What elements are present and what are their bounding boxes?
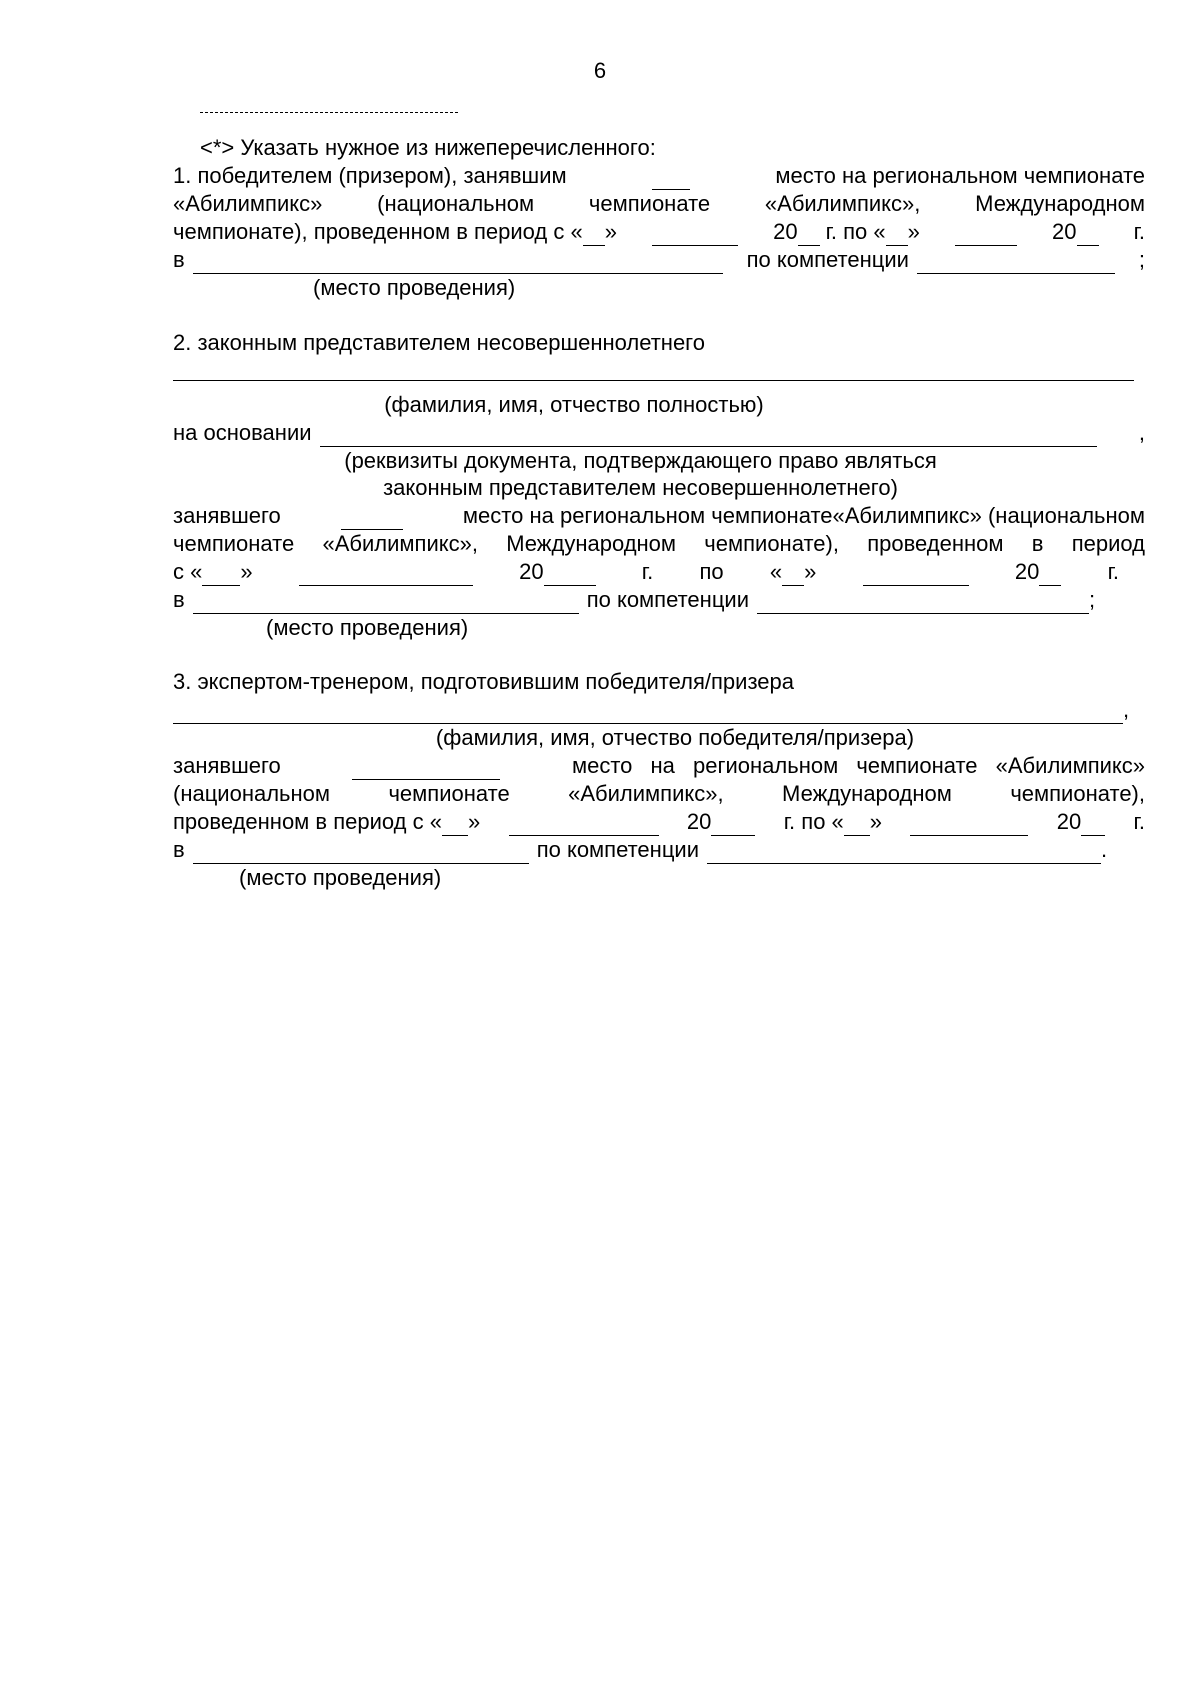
s2-line-1: 2. законным представителем несовершеннолетнего (173, 330, 705, 355)
s1-line-3: чемпионате), проведенном в период с « » 20 г. по « » 20 г. (173, 219, 1146, 244)
day-blank[interactable] (202, 563, 240, 586)
s1-line-1: 1. победителем (призером), занявшим место на региональном чемпионате (173, 163, 1146, 188)
competence-blank[interactable] (757, 591, 1089, 614)
venue-blank[interactable] (193, 591, 579, 614)
month-blank[interactable] (299, 563, 473, 586)
name-caption: (фамилия, имя, отчество полностью) (384, 392, 764, 417)
name-blank[interactable] (173, 380, 1134, 381)
s2-basis-line: на основании , (173, 420, 1145, 445)
year-blank[interactable] (544, 563, 596, 586)
venue-caption: (место проведения) (239, 865, 442, 890)
s2-line-5: занявшего место на региональном чемпионате«Абилимпикс» (национальном (173, 503, 1146, 528)
document-blank[interactable] (320, 424, 1097, 447)
s2-line-8: в по компетенции ; (173, 587, 1096, 612)
day-blank[interactable] (844, 813, 870, 836)
month-blank[interactable] (955, 223, 1017, 246)
day-blank[interactable] (442, 813, 468, 836)
s2-line-7: с « » 20 г. по « » 20 г. (173, 559, 1120, 584)
s3-line-3: занявшего место на региональном чемпионате «Абилимпикс» (173, 753, 1146, 778)
month-blank[interactable] (863, 563, 969, 586)
name-blank[interactable] (173, 701, 1123, 724)
year-blank[interactable] (711, 813, 755, 836)
footnote-intro: <*> Указать нужное из нижеперечисленного: (200, 135, 656, 160)
day-blank[interactable] (886, 223, 908, 246)
year-blank[interactable] (798, 223, 820, 246)
venue-caption: (место проведения) (313, 275, 516, 300)
year-blank[interactable] (1081, 813, 1105, 836)
venue-blank[interactable] (193, 251, 723, 274)
place-blank[interactable] (652, 167, 690, 190)
s2-line-6: чемпионате «Абилимпикс», Международном чемпионате), проведенном в период (173, 531, 1145, 556)
competence-blank[interactable] (707, 841, 1101, 864)
s3-line-2: , (173, 696, 1145, 724)
document-caption-2: законным представителем несовершеннолетнего) (383, 475, 898, 500)
year-blank[interactable] (1039, 563, 1061, 586)
footnote-separator (200, 112, 458, 113)
document-caption-1: (реквизиты документа, подтверждающего право являться (344, 448, 937, 473)
s3-line-4: (национальном чемпионате «Абилимпикс», Международном чемпионате), (173, 781, 1145, 806)
month-blank[interactable] (652, 223, 738, 246)
month-blank[interactable] (509, 813, 659, 836)
s3-line-6: в по компетенции . (173, 837, 1108, 862)
name-caption: (фамилия, имя, отчество победителя/призера) (435, 725, 915, 750)
s3-line-1: 3. экспертом-тренером, подготовившим победителя/призера (173, 669, 794, 694)
s1-line-4: в по компетенции ; (173, 247, 1145, 272)
venue-caption: (место проведения) (266, 615, 469, 640)
page-number: 6 (593, 58, 607, 83)
month-blank[interactable] (910, 813, 1028, 836)
place-blank[interactable] (352, 757, 500, 780)
day-blank[interactable] (583, 223, 605, 246)
day-blank[interactable] (782, 563, 804, 586)
venue-blank[interactable] (193, 841, 529, 864)
competence-blank[interactable] (917, 251, 1115, 274)
year-blank[interactable] (1077, 223, 1099, 246)
s1-line-2: «Абилимпикс» (национальном чемпионате «Абилимпикс», Международном (173, 191, 1145, 216)
place-blank[interactable] (341, 507, 403, 530)
s3-line-5: проведенном в период с « » 20 г. по « » 20 г. (173, 809, 1145, 834)
